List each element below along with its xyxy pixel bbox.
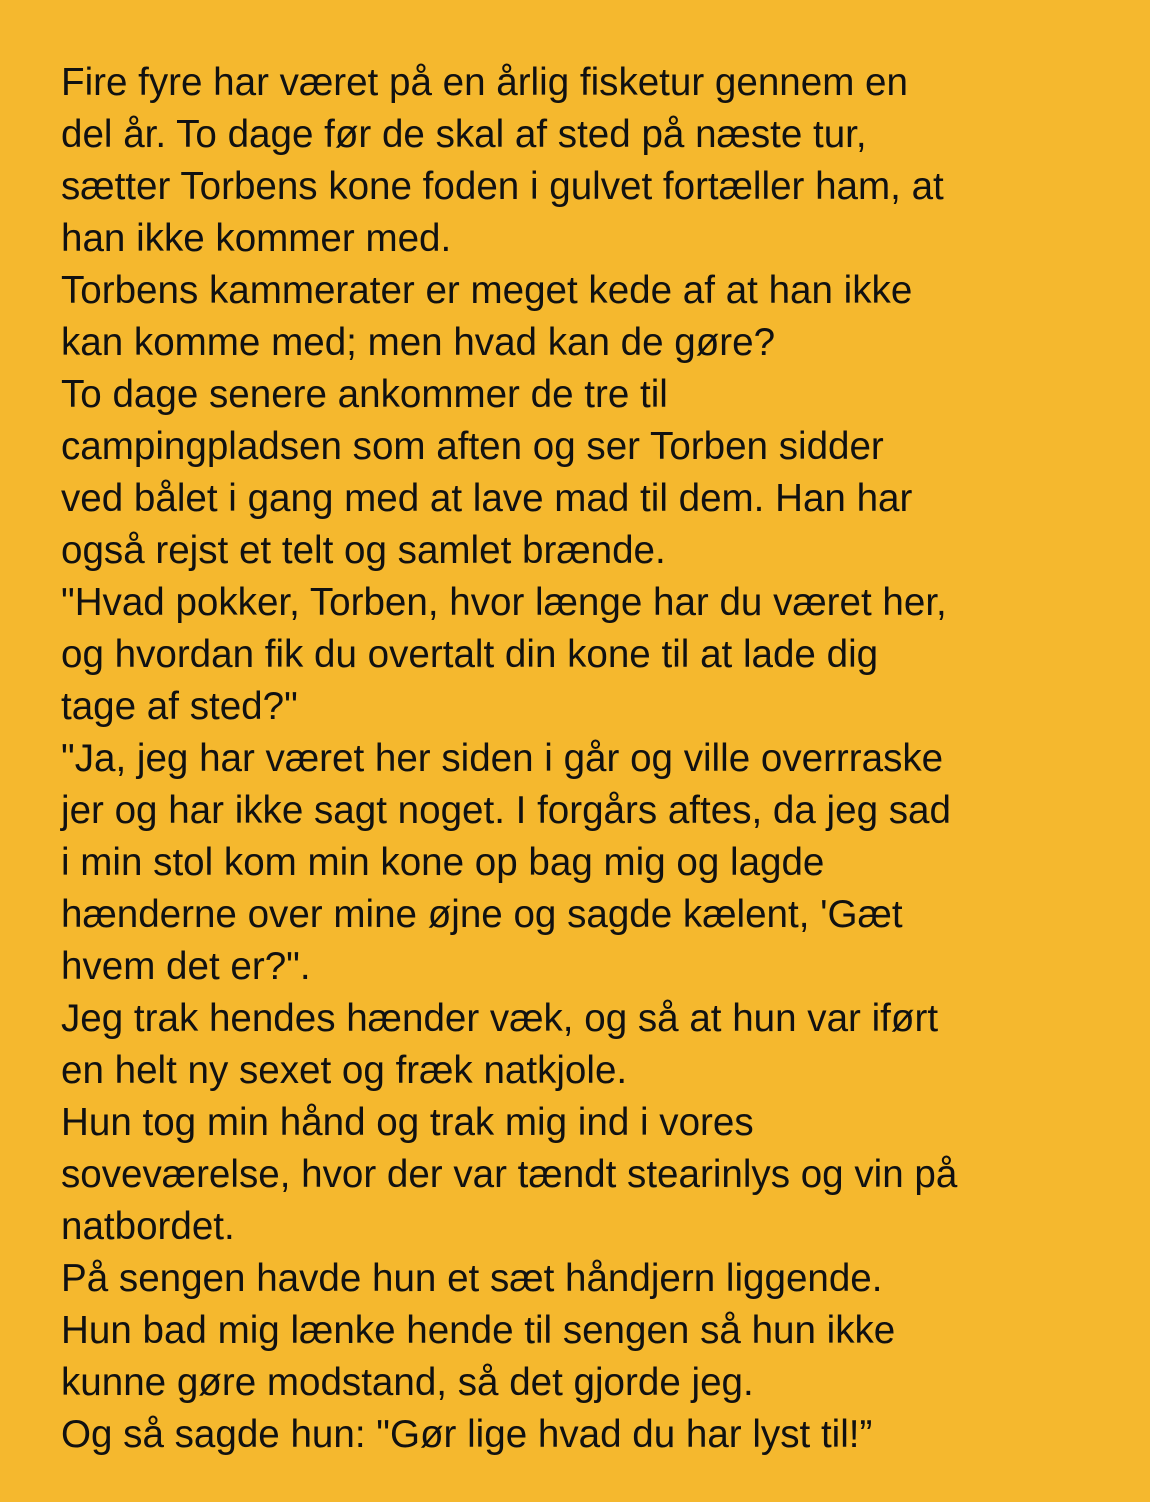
joke-text: Fire fyre har været på en årlig fisketur gennem en del år. To dage før de skal af sted på næste tur, sætter Torbens kone foden i gulvet fortæller ham, at han ikke kommer med. Torbens kammerater er meget kede af at han ikke kan komme med; men hvad kan de gøre? To dage senere ankommer de tre til campingpladsen som aften og ser Torben sidder ved bålet i gang med at lave mad til dem. Han har også rejst et telt og samlet brænde. "Hvad pokker, Torben, hvor længe har du været her, og hvordan fik du overtalt din kone til at lade dig tage af sted?" "Ja, jeg har været her siden i går og ville overrraske jer og har ikke sagt noget. I forgårs aftes, da jeg sad i min stol kom min kone op bag mig og lagde hænderne over mine øjne og sagde kælent, 'Gæt hvem det er?". Jeg trak hendes hænder væk, og så at hun var iført en helt ny sexet og fræk natkjole. Hun tog min hånd og trak mig ind i vores soveværelse, hvor der var tændt stearinlys og vin på natbordet. På sengen havde hun et sæt håndjern liggende. Hun bad mig lænke hende til sengen så hun ikke kunne gøre modstand, så det gjorde jeg. Og så sagde hun: "Gør lige hvad du har lyst til!” [61,61,958,1456]
